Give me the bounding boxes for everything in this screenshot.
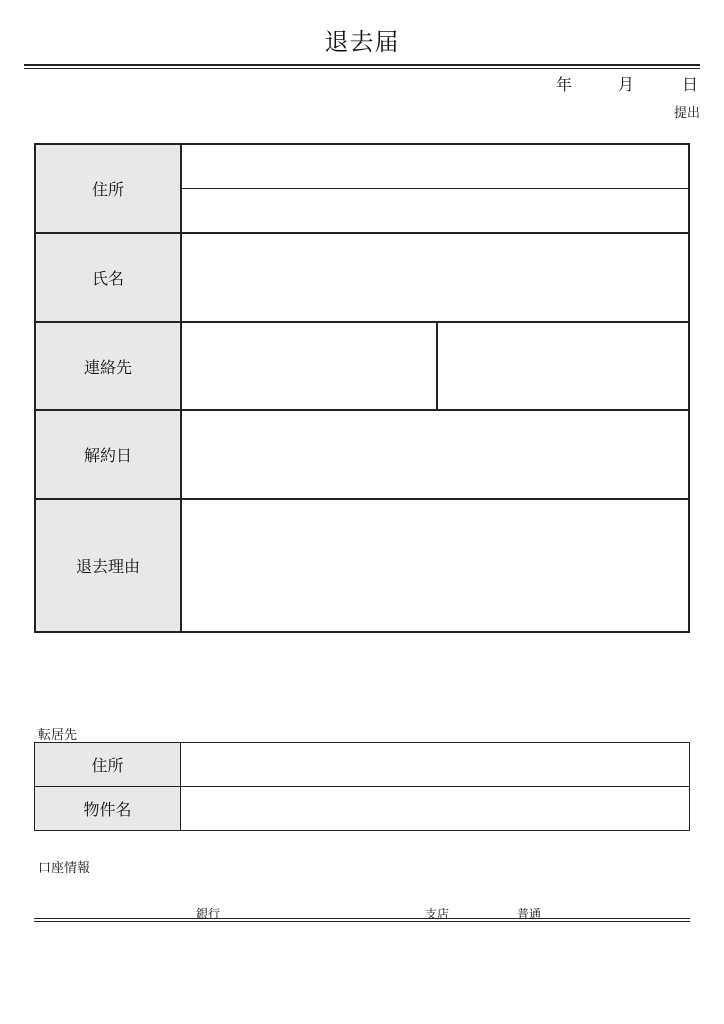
contact-row: [35, 322, 689, 410]
new-address-table: [34, 742, 690, 831]
contact-field-1[interactable]: [181, 322, 437, 410]
title-divider: [24, 64, 700, 69]
month-label: 月: [618, 75, 635, 94]
name-field[interactable]: [181, 233, 689, 322]
address-row: [35, 144, 689, 233]
property-label: 物件名: [35, 787, 181, 831]
day-label: 日: [682, 75, 699, 94]
submit-label: 提出: [673, 106, 700, 121]
new-address-row: [35, 743, 690, 787]
name-row: [35, 233, 689, 322]
year-label: 年: [556, 75, 573, 94]
reason-row: [35, 499, 689, 632]
page-title: 退去届: [324, 28, 400, 56]
branch-label: 支店: [425, 907, 450, 921]
bank-label: 銀行: [196, 907, 221, 921]
name-label: 氏名: [35, 233, 181, 322]
address-line-2[interactable]: [182, 189, 688, 232]
account-type-label: 普通: [517, 907, 542, 921]
address-line-1[interactable]: [182, 145, 688, 189]
address-field[interactable]: [181, 144, 689, 233]
main-form-table: [34, 143, 690, 633]
cancel-date-field[interactable]: [181, 410, 689, 499]
new-address-section-label: 転居先: [38, 728, 78, 743]
new-address-label: 住所: [35, 743, 181, 787]
contact-field-2[interactable]: [437, 322, 689, 410]
bank-input-line[interactable]: [34, 918, 690, 922]
reason-field[interactable]: [181, 499, 689, 632]
property-field[interactable]: [181, 787, 690, 831]
contact-label: 連絡先: [35, 322, 181, 410]
new-address-field[interactable]: [181, 743, 690, 787]
reason-label: 退去理由: [35, 499, 181, 632]
cancel-date-row: [35, 410, 689, 499]
cancel-date-label: 解約日: [35, 410, 181, 499]
property-row: [35, 787, 690, 831]
bank-section-label: 口座情報: [38, 861, 91, 876]
address-label: 住所: [35, 144, 181, 233]
